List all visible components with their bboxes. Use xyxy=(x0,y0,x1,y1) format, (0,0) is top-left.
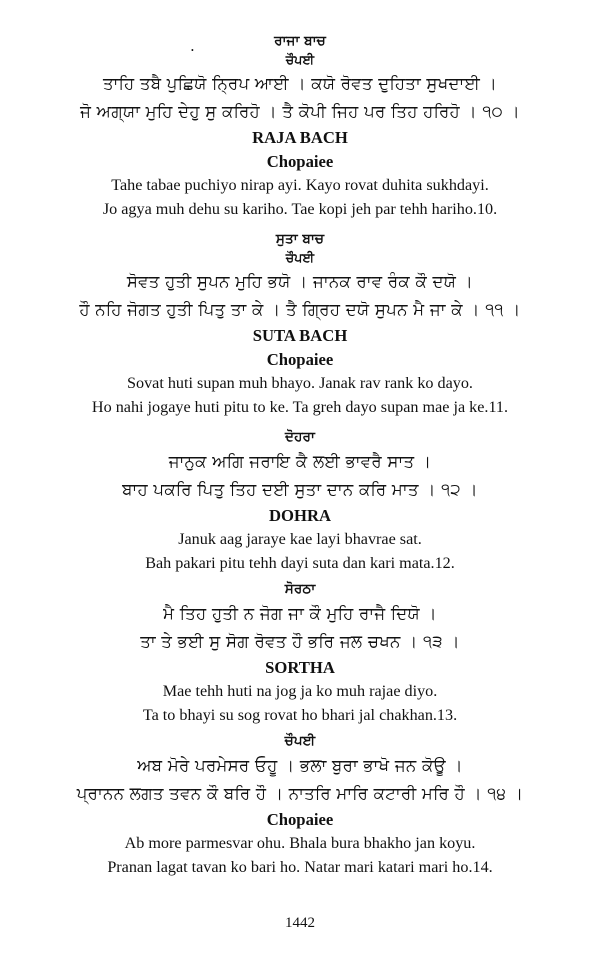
roman-verse-line: Tahe tabae puchiyo nirap ayi. Kayo rovat duhita sukhdayi. xyxy=(111,177,489,194)
gurmukhi-verse-line: ਅਬ ਮੋਰੇ ਪਰਮੇਸਰ ਓਹੂ । ਭਲਾ ਬੁਰਾ ਭਾਖੋ ਜਨ ਕੋਊ । xyxy=(137,756,463,775)
gurmukhi-heading: ਚੌਪਈ xyxy=(284,733,316,749)
gurmukhi-verse-line: ਮੈ ਤਿਹ ਹੁਤੀ ਨ ਜੋਗ ਜਾ ਕੌ ਮੁਹਿ ਰਾਜੈ ਦਿਯੋ । xyxy=(163,604,437,623)
roman-verse-line: Januk aag jaraye kae layi bhavrae sat. xyxy=(178,531,422,548)
gurmukhi-subheading: ਚੌਪਈ xyxy=(285,251,315,266)
roman-subheading: Chopaiee xyxy=(266,152,334,171)
roman-heading: SORTHA xyxy=(265,658,335,677)
gurmukhi-verse-line: ਜੋ ਅਗ੍ਯਾ ਮੁਹਿ ਦੇਹੁ ਸੁ ਕਰਿਹੋ । ਤੈ ਕੋਪੀ ਜਿਹ ਪਰ ਤਿਹ ਹਰਿਹੋ । ੧੦ । xyxy=(80,102,520,121)
stray-mark: • xyxy=(191,46,194,55)
verse-section-dohra xyxy=(0,426,600,576)
roman-verse-line: Ho nahi jogaye huti pitu to ke. Ta greh dayo supan mae ja ke.11. xyxy=(91,399,509,416)
roman-verse-line: Mae tehh huti na jog ja ko muh rajae diyo. xyxy=(162,683,438,700)
verse-section-sortha xyxy=(0,578,600,728)
gurmukhi-verse-line: ਜਾਨੁਕ ਅਗਿ ਜਰਾਇ ਕੈ ਲਈ ਭਾਵਰੈ ਸਾਤ । xyxy=(168,452,432,471)
gurmukhi-heading: ਸੋਰਠਾ xyxy=(284,581,316,597)
gurmukhi-verse-line: ਸੋਵਤ ਹੁਤੀ ਸੁਪਨ ਮੁਹਿ ਭਯੋ । ਜਾਨਕ ਰਾਵ ਰੰਕ ਕੌ ਦਯੋ । xyxy=(126,272,474,291)
gurmukhi-heading: ਦੋਹਰਾ xyxy=(285,429,315,445)
verse-section-raja-bach xyxy=(0,30,600,222)
roman-subheading: Chopaiee xyxy=(266,350,334,369)
gurmukhi-verse-line: ਤਾਹਿ ਤਬੈ ਪੁਛਿਯੋ ਨ੍ਰਿਪ ਆਈ । ਕਯੋ ਰੋਵਤ ਦੁਹਿਤਾ ਸੁਖਦਾਈ । xyxy=(102,74,498,93)
gurmukhi-verse-line: ਤਾ ਤੇ ਭਈ ਸੁ ਸੋਗ ਰੋਵਤ ਹੌ ਭਰਿ ਜਲ ਚਖਨ । ੧੩ । xyxy=(140,632,460,651)
roman-heading: DOHRA xyxy=(269,506,331,525)
roman-heading: RAJA BACH xyxy=(252,128,348,147)
gurmukhi-verse-line: ਬਾਹ ਪਕਰਿ ਪਿਤੁ ਤਿਹ ਦਈ ਸੁਤਾ ਦਾਨ ਕਰਿ ਮਾਤ । ੧੨ । xyxy=(122,480,478,499)
gurmukhi-heading: ਸੁਤਾ ਬਾਚ xyxy=(275,231,325,247)
page-number: 1442 xyxy=(285,915,315,931)
roman-verse-line: Ta to bhayi su sog rovat ho bhari jal chakhan.13. xyxy=(142,707,458,724)
gurmukhi-verse-line: ਪ੍ਰਾਨਨ ਲਗਤ ਤਵਨ ਕੌ ਬਰਿ ਹੌ । ਨਾਤਰਿ ਮਾਰਿ ਕਟਾਰੀ ਮਰਿ ਹੌ । ੧੪ । xyxy=(76,784,524,803)
gurmukhi-subheading: ਚੌਪਈ xyxy=(285,53,315,68)
verse-section-suta-bach xyxy=(0,228,600,420)
verse-section-chopaiee xyxy=(0,730,600,880)
roman-heading: SUTA BACH xyxy=(252,326,348,345)
gurmukhi-verse-line: ਹੌ ਨਹਿ ਜੋਗਤ ਹੁਤੀ ਪਿਤੁ ਤਾ ਕੇ । ਤੈ ਗ੍ਰਿਹ ਦਯੋ ਸੁਪਨ ਮੈ ਜਾ ਕੇ । ੧੧ । xyxy=(79,300,521,319)
roman-verse-line: Ab more parmesvar ohu. Bhala bura bhakho jan koyu. xyxy=(124,835,476,852)
roman-verse-line: Pranan lagat tavan ko bari ho. Natar mari katari mari ho.14. xyxy=(107,859,493,876)
roman-verse-line: Jo agya muh dehu su kariho. Tae kopi jeh par tehh hariho.10. xyxy=(102,201,498,218)
roman-subheading: Chopaiee xyxy=(266,810,334,829)
gurmukhi-heading: ਰਾਜਾ ਬਾਚ xyxy=(274,33,326,49)
roman-verse-line: Bah pakari pitu tehh dayi suta dan kari mata.12. xyxy=(145,555,455,572)
roman-verse-line: Sovat huti supan muh bhayo. Janak rav rank ko dayo. xyxy=(127,375,473,392)
